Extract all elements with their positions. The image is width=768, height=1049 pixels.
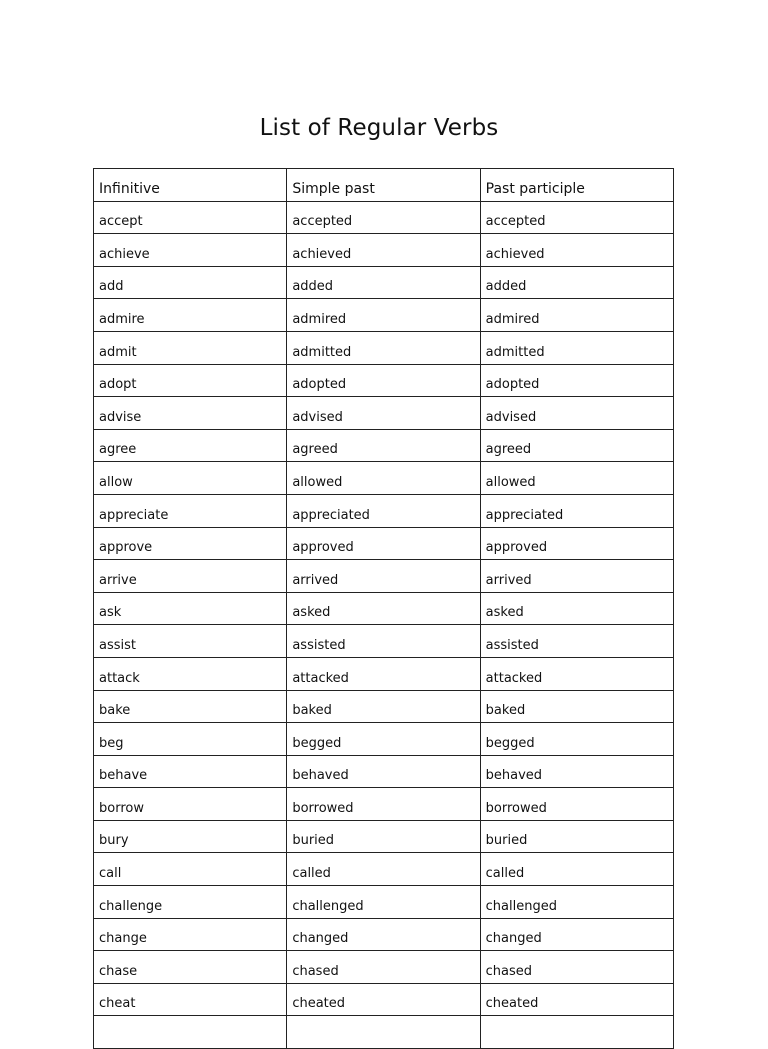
table-row: [94, 592, 674, 625]
past-participle-cell: advised: [480, 397, 673, 430]
simple-past-cell: allowed: [287, 462, 480, 495]
simple-past-cell: buried: [287, 820, 480, 853]
past-participle-cell: assisted: [480, 625, 673, 658]
table-row: [94, 886, 674, 919]
infinitive-cell: achieve: [94, 234, 287, 267]
past-participle-cell: allowed: [480, 462, 673, 495]
table-row: [94, 462, 674, 495]
past-participle-cell: behaved: [480, 755, 673, 788]
infinitive-cell: add: [94, 266, 287, 299]
column-header-past-participle: Past participle: [480, 169, 673, 202]
table-row: [94, 918, 674, 951]
simple-past-cell: cheated: [287, 983, 480, 1016]
table-row: [94, 527, 674, 560]
simple-past-cell: challenged: [287, 886, 480, 919]
simple-past-cell: assisted: [287, 625, 480, 658]
table-row: [94, 755, 674, 788]
table-row: [94, 690, 674, 723]
simple-past-cell: borrowed: [287, 788, 480, 821]
infinitive-cell: attack: [94, 657, 287, 690]
infinitive-cell: assist: [94, 625, 287, 658]
table-row: [94, 560, 674, 593]
table-row: [94, 951, 674, 984]
past-participle-cell: begged: [480, 723, 673, 756]
past-participle-cell: challenged: [480, 886, 673, 919]
table-header-row: [94, 169, 674, 202]
infinitive-cell: ask: [94, 592, 287, 625]
table-row: [94, 364, 674, 397]
infinitive-cell: arrive: [94, 560, 287, 593]
table-row: [94, 853, 674, 886]
table-row: [94, 657, 674, 690]
simple-past-cell: agreed: [287, 429, 480, 462]
verb-table: [93, 168, 674, 1049]
table-row: [94, 494, 674, 527]
past-participle-cell: chased: [480, 951, 673, 984]
past-participle-cell: cheated: [480, 983, 673, 1016]
infinitive-cell: borrow: [94, 788, 287, 821]
simple-past-cell: called: [287, 853, 480, 886]
past-participle-cell: borrowed: [480, 788, 673, 821]
simple-past-cell: asked: [287, 592, 480, 625]
past-participle-cell: accepted: [480, 201, 673, 234]
table-row: [94, 299, 674, 332]
infinitive-cell: allow: [94, 462, 287, 495]
infinitive-cell: approve: [94, 527, 287, 560]
past-participle-cell: adopted: [480, 364, 673, 397]
table-row: [94, 723, 674, 756]
simple-past-cell: baked: [287, 690, 480, 723]
infinitive-cell: bury: [94, 820, 287, 853]
simple-past-cell: accepted: [287, 201, 480, 234]
past-participle-cell: admitted: [480, 331, 673, 364]
infinitive-cell: appreciate: [94, 494, 287, 527]
simple-past-cell: attacked: [287, 657, 480, 690]
page-title: List of Regular Verbs: [259, 115, 499, 141]
table-row: [94, 625, 674, 658]
past-participle-cell: buried: [480, 820, 673, 853]
simple-past-cell: arrived: [287, 560, 480, 593]
infinitive-cell: admit: [94, 331, 287, 364]
infinitive-cell: chase: [94, 951, 287, 984]
infinitive-cell: adopt: [94, 364, 287, 397]
simple-past-cell: appreciated: [287, 494, 480, 527]
past-participle-cell: attacked: [480, 657, 673, 690]
simple-past-cell: added: [287, 266, 480, 299]
past-participle-cell: changed: [480, 918, 673, 951]
infinitive-cell: bake: [94, 690, 287, 723]
past-participle-cell: added: [480, 266, 673, 299]
column-header-infinitive: Infinitive: [94, 169, 287, 202]
simple-past-cell: admired: [287, 299, 480, 332]
simple-past-cell: behaved: [287, 755, 480, 788]
table-row: [94, 397, 674, 430]
simple-past-cell: begged: [287, 723, 480, 756]
past-participle-cell: asked: [480, 592, 673, 625]
simple-past-cell: admitted: [287, 331, 480, 364]
infinitive-cell: admire: [94, 299, 287, 332]
past-participle-cell: arrived: [480, 560, 673, 593]
past-participle-cell: [480, 1016, 673, 1049]
infinitive-cell: accept: [94, 201, 287, 234]
simple-past-cell: advised: [287, 397, 480, 430]
table-row: [94, 266, 674, 299]
infinitive-cell: call: [94, 853, 287, 886]
infinitive-cell: behave: [94, 755, 287, 788]
table-row: [94, 820, 674, 853]
simple-past-cell: [287, 1016, 480, 1049]
infinitive-cell: [94, 1016, 287, 1049]
past-participle-cell: admired: [480, 299, 673, 332]
table-row: [94, 429, 674, 462]
simple-past-cell: changed: [287, 918, 480, 951]
past-participle-cell: approved: [480, 527, 673, 560]
past-participle-cell: baked: [480, 690, 673, 723]
simple-past-cell: achieved: [287, 234, 480, 267]
table-row-empty: [94, 1016, 674, 1049]
infinitive-cell: change: [94, 918, 287, 951]
past-participle-cell: appreciated: [480, 494, 673, 527]
table-row: [94, 788, 674, 821]
simple-past-cell: approved: [287, 527, 480, 560]
infinitive-cell: beg: [94, 723, 287, 756]
past-participle-cell: achieved: [480, 234, 673, 267]
table-row: [94, 201, 674, 234]
table-row: [94, 234, 674, 267]
table-row: [94, 331, 674, 364]
infinitive-cell: cheat: [94, 983, 287, 1016]
infinitive-cell: challenge: [94, 886, 287, 919]
table-row: [94, 983, 674, 1016]
past-participle-cell: called: [480, 853, 673, 886]
simple-past-cell: adopted: [287, 364, 480, 397]
infinitive-cell: agree: [94, 429, 287, 462]
infinitive-cell: advise: [94, 397, 287, 430]
simple-past-cell: chased: [287, 951, 480, 984]
past-participle-cell: agreed: [480, 429, 673, 462]
column-header-simple-past: Simple past: [287, 169, 480, 202]
